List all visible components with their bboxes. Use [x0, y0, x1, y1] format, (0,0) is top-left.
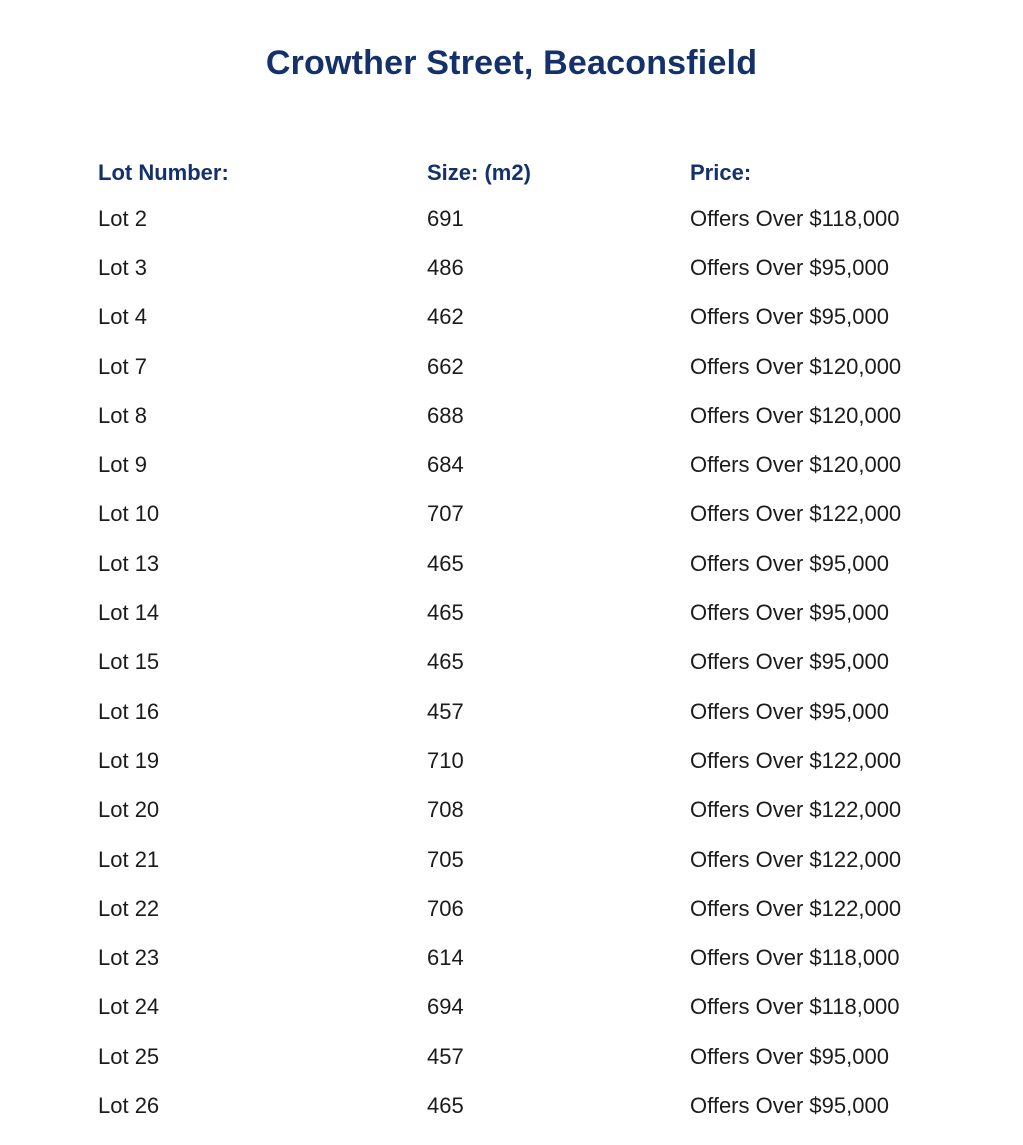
header-lot-number: Lot Number:: [98, 160, 229, 185]
table-row: [98, 786, 990, 835]
size-cell: 462: [427, 304, 464, 330]
lot-cell: Lot 13: [98, 550, 160, 576]
table-row: [98, 1032, 990, 1081]
lot-cell: Lot 9: [98, 452, 147, 478]
table-row: [98, 835, 990, 884]
table-row: [98, 638, 990, 687]
lot-cell: Lot 7: [98, 353, 147, 379]
table-row: [98, 933, 990, 982]
table-row: [98, 983, 990, 1032]
lot-cell: Lot 23: [98, 945, 160, 971]
price-cell: Offers Over $120,000: [690, 353, 902, 379]
price-cell: Offers Over $95,000: [690, 1092, 889, 1118]
price-cell: Offers Over $122,000: [690, 747, 902, 773]
size-cell: 662: [427, 353, 464, 379]
price-cell: Offers Over $122,000: [690, 501, 902, 527]
table-row: [98, 539, 990, 588]
lot-cell: Lot 16: [98, 698, 160, 724]
table-row: [98, 440, 990, 489]
table-header-row: [98, 152, 990, 194]
price-cell: Offers Over $95,000: [690, 254, 889, 280]
table-row: [98, 736, 990, 785]
table-body: [98, 194, 990, 1131]
table-row: [98, 1081, 990, 1130]
table-row: [98, 293, 990, 342]
lot-cell: Lot 21: [98, 846, 160, 872]
lot-cell: Lot 10: [98, 501, 160, 527]
size-cell: 465: [427, 600, 464, 626]
price-cell: Offers Over $122,000: [690, 797, 902, 823]
lots-table: [98, 152, 990, 1131]
lot-cell: Lot 20: [98, 797, 160, 823]
header-size: Size: (m2): [427, 160, 531, 185]
price-cell: Offers Over $120,000: [690, 452, 902, 478]
table-row: [98, 243, 990, 292]
table-row: [98, 342, 990, 391]
price-cell: Offers Over $122,000: [690, 846, 902, 872]
size-cell: 465: [427, 550, 464, 576]
size-cell: 688: [427, 402, 464, 428]
lot-cell: Lot 26: [98, 1092, 160, 1118]
lot-cell: Lot 24: [98, 994, 160, 1020]
price-cell: Offers Over $95,000: [690, 698, 889, 724]
price-cell: Offers Over $118,000: [690, 205, 900, 231]
page-title: Crowther Street, Beaconsfield: [265, 44, 758, 82]
lot-cell: Lot 4: [98, 304, 147, 330]
table-row: [98, 687, 990, 736]
lot-cell: Lot 25: [98, 1043, 160, 1069]
price-cell: Offers Over $118,000: [690, 994, 900, 1020]
lot-cell: Lot 22: [98, 895, 160, 921]
lot-cell: Lot 15: [98, 649, 160, 675]
price-cell: Offers Over $120,000: [690, 402, 902, 428]
price-cell: Offers Over $95,000: [690, 649, 889, 675]
size-cell: 486: [427, 254, 464, 280]
price-cell: Offers Over $95,000: [690, 550, 889, 576]
size-cell: 705: [427, 846, 464, 872]
table-row: [98, 588, 990, 637]
table-row: [98, 391, 990, 440]
lot-cell: Lot 14: [98, 600, 160, 626]
price-cell: Offers Over $95,000: [690, 600, 889, 626]
header-price: Price:: [690, 160, 752, 185]
lot-cell: Lot 3: [98, 254, 147, 280]
lot-cell: Lot 8: [98, 402, 147, 428]
size-cell: 691: [427, 205, 464, 231]
price-cell: Offers Over $95,000: [690, 1043, 889, 1069]
table-row: [98, 194, 990, 243]
size-cell: 614: [427, 945, 464, 971]
size-cell: 710: [427, 747, 464, 773]
size-cell: 684: [427, 452, 464, 478]
price-cell: Offers Over $122,000: [690, 895, 902, 921]
size-cell: 706: [427, 895, 464, 921]
size-cell: 707: [427, 501, 464, 527]
lot-cell: Lot 2: [98, 205, 147, 231]
size-cell: 694: [427, 994, 464, 1020]
lot-cell: Lot 19: [98, 747, 160, 773]
size-cell: 457: [427, 1043, 464, 1069]
table-row: [98, 884, 990, 933]
size-cell: 465: [427, 649, 464, 675]
size-cell: 457: [427, 698, 464, 724]
size-cell: 465: [427, 1092, 464, 1118]
table-row: [98, 490, 990, 539]
price-cell: Offers Over $118,000: [690, 945, 900, 971]
price-cell: Offers Over $95,000: [690, 304, 889, 330]
size-cell: 708: [427, 797, 464, 823]
